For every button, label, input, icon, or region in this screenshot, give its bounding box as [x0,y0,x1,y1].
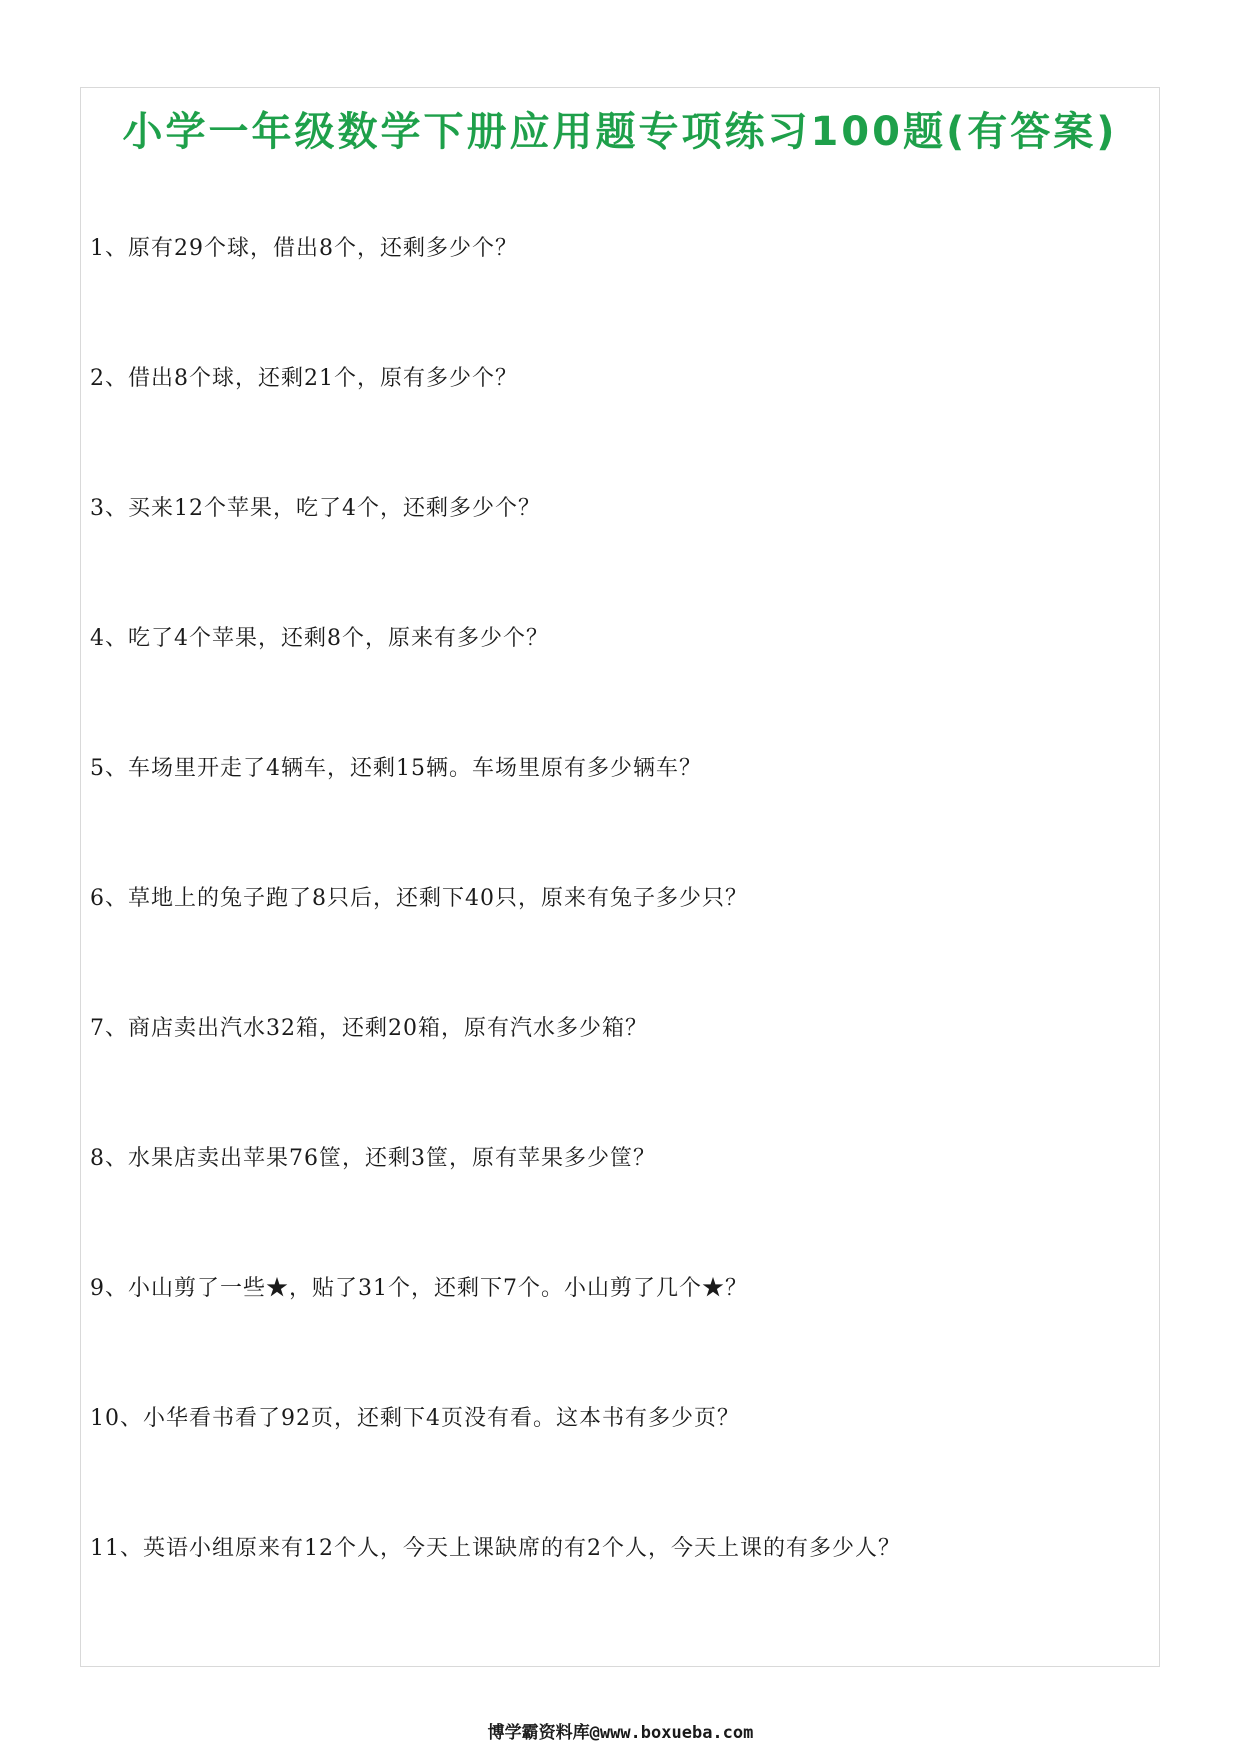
question-item: 3、买来12个苹果，吃了4个，还剩多少个？ [90,496,541,521]
footer-watermark: 博学霸资料库@www.boxueba.com [487,1723,754,1743]
question-item: 4、吃了4个苹果，还剩8个，原来有多少个？ [90,626,549,651]
question-item: 8、水果店卖出苹果76筐，还剩3筐，原有苹果多少筐？ [90,1146,656,1171]
question-item: 5、车场里开走了4辆车，还剩15辆。车场里原有多少辆车？ [90,756,702,781]
question-item: 9、小山剪了一些★，贴了31个，还剩下7个。小山剪了几个★？ [90,1276,748,1301]
question-item: 7、商店卖出汽水32箱，还剩20箱，原有汽水多少箱？ [90,1016,648,1041]
page-title: 小学一年级数学下册应用题专项练习100题(有答案) [122,109,1118,155]
question-item: 1、原有29个球，借出8个，还剩多少个？ [90,236,518,261]
question-item: 10、小华看书看了92页，还剩下4页没有看。这本书有多少页？ [90,1406,740,1431]
question-list [90,234,901,1664]
question-item: 11、英语小组原来有12个人，今天上课缺席的有2个人，今天上课的有多少人？ [90,1536,901,1561]
page-frame [80,87,1160,1667]
question-item: 6、草地上的兔子跑了8只后，还剩下40只，原来有兔子多少只？ [90,886,748,911]
question-item: 2、借出8个球，还剩21个，原有多少个？ [90,366,518,391]
